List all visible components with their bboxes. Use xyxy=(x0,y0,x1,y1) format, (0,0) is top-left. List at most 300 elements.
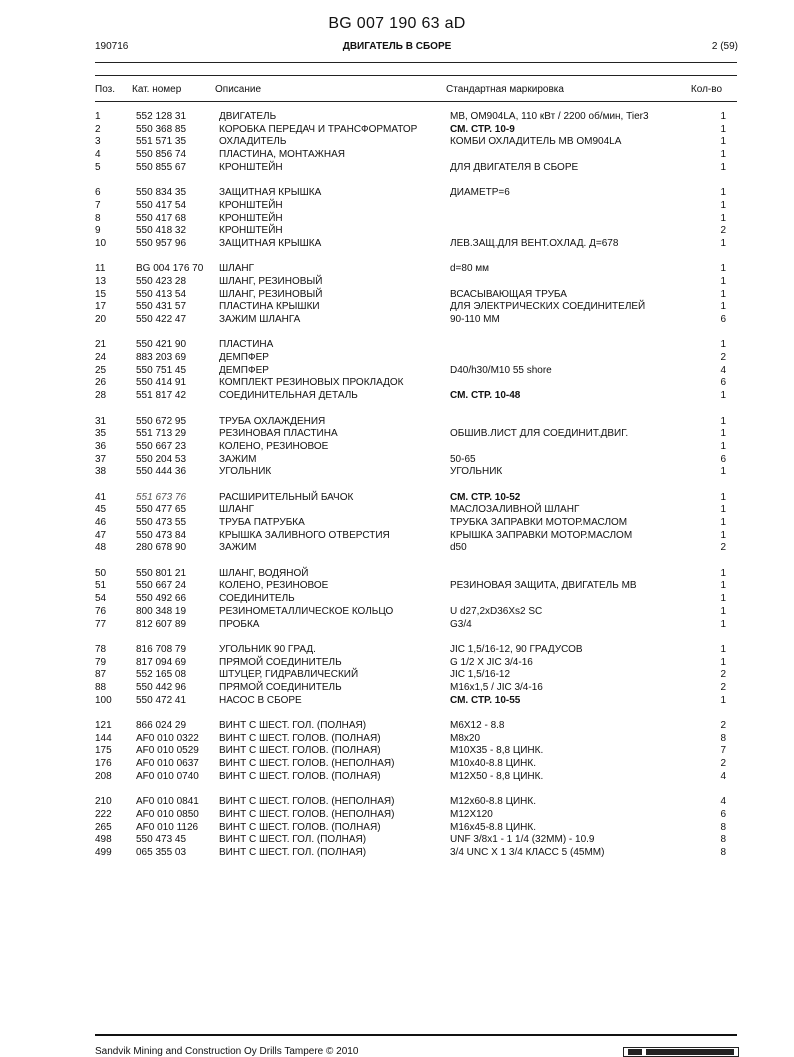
cell-description: ПРОБКА xyxy=(219,618,260,630)
cell-position: 9 xyxy=(95,225,101,237)
cell-description: ВИНТ С ШЕСТ. ГОЛ. (ПОЛНАЯ) xyxy=(219,720,367,731)
cell-position: 15 xyxy=(95,288,107,300)
table-row xyxy=(0,124,794,137)
cell-quantity: 4 xyxy=(720,770,726,782)
cell-quantity: 1 xyxy=(720,187,726,199)
cell-standard-marking: ОБШИВ.ЛИСТ ДЛЯ СОЕДИНИТ.ДВИГ. xyxy=(450,428,629,440)
cell-quantity: 1 xyxy=(720,466,726,478)
row-group xyxy=(0,644,794,707)
cell-quantity: 1 xyxy=(720,161,726,173)
cell-catalog-number: 550 473 84 xyxy=(136,529,187,541)
table-row xyxy=(0,619,794,632)
cell-catalog-number: 550 957 96 xyxy=(136,237,187,249)
cell-catalog-number: AF0 010 0322 xyxy=(136,732,199,744)
cell-catalog-number: 550 442 96 xyxy=(136,681,187,693)
cell-catalog-number: 866 024 29 xyxy=(136,720,187,731)
table-row xyxy=(0,276,794,289)
cell-catalog-number: 550 856 74 xyxy=(136,149,187,161)
cell-description: ДЕМПФЕР xyxy=(219,364,269,376)
cell-catalog-number: 550 672 95 xyxy=(136,415,187,427)
cell-catalog-number: AF0 010 1126 xyxy=(136,821,199,833)
cell-description: ВИНТ С ШЕСТ. ГОЛОВ. (НЕПОЛНАЯ) xyxy=(219,796,395,808)
col-header-pos: Поз. xyxy=(95,84,115,95)
cell-catalog-number: 550 368 85 xyxy=(136,123,187,135)
row-group xyxy=(0,416,794,479)
cell-catalog-number: 551 571 35 xyxy=(136,136,187,148)
cell-position: 10 xyxy=(95,237,107,249)
cell-standard-marking: ТРУБКА ЗАПРАВКИ МОТОР.МАСЛОМ xyxy=(450,517,628,528)
cell-quantity: 1 xyxy=(720,415,726,427)
cell-position: 24 xyxy=(95,352,107,364)
cell-quantity: 8 xyxy=(720,821,726,833)
cell-catalog-number: 552 165 08 xyxy=(136,669,187,681)
table-row xyxy=(0,644,794,657)
cell-position: 35 xyxy=(95,428,107,440)
cell-description: ШЛАНГ xyxy=(219,263,255,275)
cell-position: 47 xyxy=(95,529,107,541)
cell-quantity: 2 xyxy=(720,669,726,681)
cell-description: ШЛАНГ xyxy=(219,504,255,516)
cell-catalog-number: 550 855 67 xyxy=(136,161,187,173)
table-row xyxy=(0,162,794,175)
cell-description: КРОНШТЕЙН xyxy=(219,212,283,224)
cell-quantity: 1 xyxy=(720,567,726,579)
cell-quantity: 8 xyxy=(720,846,726,858)
table-row xyxy=(0,542,794,555)
cell-position: 5 xyxy=(95,161,101,173)
cell-position: 7 xyxy=(95,199,101,211)
table-row xyxy=(0,847,794,860)
cell-description: ПЛАСТИНА, МОНТАЖНАЯ xyxy=(219,149,345,161)
cell-position: 4 xyxy=(95,149,101,161)
cell-catalog-number: 817 094 69 xyxy=(136,656,187,668)
cell-catalog-number: 550 477 65 xyxy=(136,504,187,516)
cell-catalog-number: 550 418 32 xyxy=(136,225,187,237)
cell-position: 78 xyxy=(95,643,107,655)
cell-catalog-number: 551 817 42 xyxy=(136,390,187,402)
cell-description: ЗАЖИМ xyxy=(219,453,257,465)
table-row xyxy=(0,758,794,771)
cell-position: 144 xyxy=(95,732,112,744)
cell-catalog-number: 551 713 29 xyxy=(136,428,187,440)
header-rule xyxy=(95,62,737,63)
cell-quantity: 1 xyxy=(720,593,726,605)
cell-position: 176 xyxy=(95,758,112,770)
cell-quantity: 1 xyxy=(720,580,726,592)
cell-catalog-number: 800 348 19 xyxy=(136,605,187,617)
table-row xyxy=(0,466,794,479)
cell-catalog-number: 550 431 57 xyxy=(136,301,187,313)
cell-standard-marking: d=80 мм xyxy=(450,263,490,275)
cell-standard-marking: 90-110 ММ xyxy=(450,314,500,325)
cell-position: 121 xyxy=(95,720,112,731)
cell-quantity: 6 xyxy=(720,453,726,465)
cell-catalog-number: AF0 010 0529 xyxy=(136,745,199,757)
cell-description: КРОНШТЕЙН xyxy=(219,161,283,173)
cell-standard-marking: ДЛЯ ЭЛЕКТРИЧЕСКИХ СОЕДИНИТЕЛЕЙ xyxy=(450,301,646,313)
table-row xyxy=(0,834,794,847)
table-row xyxy=(0,289,794,302)
table-row xyxy=(0,365,794,378)
cell-position: 38 xyxy=(95,466,107,478)
cell-quantity: 1 xyxy=(720,504,726,516)
table-row xyxy=(0,111,794,124)
table-row xyxy=(0,492,794,505)
table-row xyxy=(0,225,794,238)
cell-description: КРОНШТЕЙН xyxy=(219,199,283,211)
cell-position: 37 xyxy=(95,453,107,465)
cell-standard-marking: M16x45-8.8 ЦИНК. xyxy=(450,821,536,833)
cell-position: 100 xyxy=(95,694,112,706)
cell-position: 87 xyxy=(95,669,107,681)
table-row xyxy=(0,822,794,835)
table-row xyxy=(0,339,794,352)
cell-standard-marking: СМ. СТР. 10-55 xyxy=(450,694,521,706)
cell-standard-marking: СМ. СТР. 10-52 xyxy=(450,491,521,503)
table-row xyxy=(0,517,794,530)
cell-standard-marking: G 1/2 X JIC 3/4-16 xyxy=(450,656,533,668)
table-row xyxy=(0,187,794,200)
cell-standard-marking: UNF 3/8x1 - 1 1/4 (32MM) - 10.9 xyxy=(450,834,595,846)
cell-position: 265 xyxy=(95,821,112,833)
cell-position: 31 xyxy=(95,415,107,427)
table-row xyxy=(0,428,794,441)
table-row xyxy=(0,809,794,822)
cell-description: РЕЗИНОМЕТАЛЛИЧЕСКОЕ КОЛЬЦО xyxy=(219,605,394,617)
cell-position: 222 xyxy=(95,808,112,820)
cell-quantity: 7 xyxy=(720,745,726,757)
cell-catalog-number: 883 203 69 xyxy=(136,352,187,364)
cell-quantity: 4 xyxy=(720,796,726,808)
table-row xyxy=(0,593,794,606)
cell-quantity: 2 xyxy=(720,681,726,693)
cell-position: 20 xyxy=(95,314,107,325)
cell-catalog-number: AF0 010 0850 xyxy=(136,808,199,820)
cell-description: НАСОС В СБОРЕ xyxy=(219,694,302,706)
cell-catalog-number: 550 421 90 xyxy=(136,339,187,351)
col-header-desc: Описание xyxy=(215,84,262,95)
cell-quantity: 6 xyxy=(720,314,726,325)
cell-standard-marking: G3/4 xyxy=(450,618,472,630)
table-row xyxy=(0,390,794,403)
cell-description: ВИНТ С ШЕСТ. ГОЛОВ. (ПОЛНАЯ) xyxy=(219,745,381,757)
cell-description: КРЫШКА ЗАЛИВНОГО ОТВЕРСТИЯ xyxy=(219,529,390,541)
table-row xyxy=(0,200,794,213)
cell-catalog-number: 550 413 54 xyxy=(136,288,187,300)
cell-catalog-number: 550 473 45 xyxy=(136,834,187,846)
cell-quantity: 1 xyxy=(720,643,726,655)
table-row xyxy=(0,416,794,429)
cell-description: ШЛАНГ, ВОДЯНОЙ xyxy=(219,567,309,579)
cell-catalog-number: AF0 010 0740 xyxy=(136,770,199,782)
table-row xyxy=(0,441,794,454)
footer-rule xyxy=(95,1034,737,1036)
cell-description: ПЛАСТИНА КРЫШКИ xyxy=(219,301,320,313)
cell-position: 45 xyxy=(95,504,107,516)
cell-position: 28 xyxy=(95,390,107,402)
cell-catalog-number: 550 492 66 xyxy=(136,593,187,605)
cell-position: 3 xyxy=(95,136,101,148)
cell-description: КРОНШТЕЙН xyxy=(219,225,283,237)
header-doc-number: 190716 xyxy=(95,41,129,52)
cell-description: ВИНТ С ШЕСТ. ГОЛОВ. (ПОЛНАЯ) xyxy=(219,732,381,744)
header-page-number: 2 (59) xyxy=(711,41,738,52)
cell-description: ПЛАСТИНА xyxy=(219,339,274,351)
cell-quantity: 1 xyxy=(720,111,726,122)
cell-description: КОРОБКА ПЕРЕДАЧ И ТРАНСФОРМАТОР xyxy=(219,123,418,135)
cell-description: ТРУБА ПАТРУБКА xyxy=(219,517,305,528)
cell-description: ВИНТ С ШЕСТ. ГОЛ. (ПОЛНАЯ) xyxy=(219,834,367,846)
row-group xyxy=(0,720,794,783)
cell-position: 76 xyxy=(95,605,107,617)
cell-quantity: 1 xyxy=(720,136,726,148)
cell-catalog-number: 550 834 35 xyxy=(136,187,187,199)
cell-quantity: 1 xyxy=(720,694,726,706)
cell-description: ДЕМПФЕР xyxy=(219,352,269,364)
cell-description: СОЕДИНИТЕЛЬНАЯ ДЕТАЛЬ xyxy=(219,390,358,402)
cell-standard-marking: СМ. СТР. 10-48 xyxy=(450,390,521,402)
cell-catalog-number: 550 473 55 xyxy=(136,517,187,528)
table-row xyxy=(0,314,794,327)
cell-catalog-number: 280 678 90 xyxy=(136,542,187,554)
row-group xyxy=(0,111,794,174)
cell-description: ЗАЖИМ ШЛАНГА xyxy=(219,314,301,325)
cell-description: ШТУЦЕР, ГИДРАВЛИЧЕСКИЙ xyxy=(219,669,359,681)
cell-catalog-number: 812 607 89 xyxy=(136,618,187,630)
cell-position: 50 xyxy=(95,567,107,579)
parts-table xyxy=(0,111,794,872)
table-row xyxy=(0,580,794,593)
cell-standard-marking: M12x60-8.8 ЦИНК. xyxy=(450,796,536,808)
cell-quantity: 1 xyxy=(720,656,726,668)
col-header-qty: Кол-во xyxy=(690,84,722,95)
cell-quantity: 1 xyxy=(720,491,726,503)
cell-description: ВИНТ С ШЕСТ. ГОЛОВ. (ПОЛНАЯ) xyxy=(219,770,381,782)
cell-description: ВИНТ С ШЕСТ. ГОЛОВ. (НЕПОЛНАЯ) xyxy=(219,758,395,770)
column-rule-top xyxy=(95,75,737,76)
cell-position: 175 xyxy=(95,745,112,757)
table-row xyxy=(0,568,794,581)
cell-standard-marking: U d27,2xD36Xs2 SC xyxy=(450,605,543,617)
cell-position: 17 xyxy=(95,301,107,313)
table-row xyxy=(0,606,794,619)
cell-position: 1 xyxy=(95,111,101,122)
cell-standard-marking: M16x1,5 / JIC 3/4-16 xyxy=(450,681,543,693)
cell-description: ПРЯМОЙ СОЕДИНИТЕЛЬ xyxy=(219,681,342,693)
cell-quantity: 1 xyxy=(720,301,726,313)
cell-catalog-number: BG 004 176 70 xyxy=(136,263,204,275)
cell-description: СОЕДИНИТЕЛЬ xyxy=(219,593,295,605)
cell-description: РЕЗИНОВАЯ ПЛАСТИНА xyxy=(219,428,338,440)
cell-description: ВИНТ С ШЕСТ. ГОЛОВ. (НЕПОЛНАЯ) xyxy=(219,808,395,820)
cell-description: ВИНТ С ШЕСТ. ГОЛОВ. (ПОЛНАЯ) xyxy=(219,821,381,833)
cell-quantity: 1 xyxy=(720,390,726,402)
cell-standard-marking: 3/4 UNC X 1 3/4 КЛАСС 5 (45MM) xyxy=(450,846,605,858)
cell-quantity: 1 xyxy=(720,339,726,351)
table-row xyxy=(0,771,794,784)
cell-description: УГОЛЬНИК xyxy=(219,466,272,478)
cell-standard-marking: РЕЗИНОВАЯ ЗАЩИТА, ДВИГАТЕЛЬ MB xyxy=(450,580,637,592)
cell-description: ЗАЖИМ xyxy=(219,542,257,554)
cell-description: КОЛЕНО, РЕЗИНОВОЕ xyxy=(219,440,329,452)
table-row xyxy=(0,657,794,670)
cell-position: 2 xyxy=(95,123,101,135)
cell-quantity: 1 xyxy=(720,237,726,249)
cell-position: 11 xyxy=(95,263,106,275)
table-row xyxy=(0,149,794,162)
col-header-mark: Стандартная маркировка xyxy=(446,84,564,95)
table-row xyxy=(0,454,794,467)
cell-position: 13 xyxy=(95,275,107,287)
cell-description: ЗАЩИТНАЯ КРЫШКА xyxy=(219,237,322,249)
table-row xyxy=(0,263,794,276)
cell-quantity: 1 xyxy=(720,123,726,135)
cell-position: 54 xyxy=(95,593,107,605)
cell-catalog-number: 550 667 24 xyxy=(136,580,187,592)
cell-quantity: 2 xyxy=(720,542,726,554)
table-row xyxy=(0,682,794,695)
cell-position: 36 xyxy=(95,440,107,452)
row-group xyxy=(0,568,794,631)
cell-quantity: 1 xyxy=(720,428,726,440)
cell-description: КОЛЕНО, РЕЗИНОВОЕ xyxy=(219,580,329,592)
cell-catalog-number: 550 444 36 xyxy=(136,466,187,478)
cell-standard-marking: M10X35 - 8,8 ЦИНК. xyxy=(450,745,544,757)
cell-quantity: 1 xyxy=(720,199,726,211)
table-row xyxy=(0,504,794,517)
cell-standard-marking: M12X50 - 8,8 ЦИНК. xyxy=(450,770,544,782)
table-row xyxy=(0,352,794,365)
cell-position: 88 xyxy=(95,681,107,693)
table-row xyxy=(0,745,794,758)
cell-catalog-number: AF0 010 0841 xyxy=(136,796,199,808)
cell-catalog-number: 550 422 47 xyxy=(136,314,187,325)
cell-standard-marking: M8x20 xyxy=(450,732,481,744)
cell-position: 208 xyxy=(95,770,112,782)
cell-position: 79 xyxy=(95,656,107,668)
cell-position: 77 xyxy=(95,618,107,630)
cell-standard-marking: УГОЛЬНИК xyxy=(450,466,503,478)
header-section-title: ДВИГАТЕЛЬ В СБОРЕ xyxy=(342,41,452,52)
cell-quantity: 2 xyxy=(720,225,726,237)
cell-standard-marking: КРЫШКА ЗАПРАВКИ МОТОР.МАСЛОМ xyxy=(450,529,633,541)
cell-quantity: 1 xyxy=(720,275,726,287)
cell-position: 499 xyxy=(95,846,112,858)
table-row xyxy=(0,720,794,733)
cell-standard-marking: d50 xyxy=(450,542,467,554)
cell-description: УГОЛЬНИК 90 ГРАД. xyxy=(219,643,316,655)
cell-catalog-number: 550 472 41 xyxy=(136,694,187,706)
cell-description: ПРЯМОЙ СОЕДИНИТЕЛЬ xyxy=(219,656,342,668)
cell-quantity: 1 xyxy=(720,529,726,541)
cell-catalog-number: 550 414 91 xyxy=(136,377,187,389)
cell-standard-marking: МАСЛОЗАЛИВНОЙ ШЛАНГ xyxy=(450,504,580,516)
cell-quantity: 1 xyxy=(720,212,726,224)
table-row xyxy=(0,796,794,809)
row-group xyxy=(0,263,794,326)
cell-position: 51 xyxy=(95,580,107,592)
table-row xyxy=(0,238,794,251)
table-row xyxy=(0,301,794,314)
cell-position: 21 xyxy=(95,339,107,351)
cell-catalog-number: 816 708 79 xyxy=(136,643,187,655)
cell-quantity: 1 xyxy=(720,263,726,275)
cell-catalog-number: 550 423 28 xyxy=(136,275,187,287)
cell-catalog-number: 550 801 21 xyxy=(136,567,187,579)
cell-description: ДВИГАТЕЛЬ xyxy=(219,111,277,122)
cell-position: 6 xyxy=(95,187,101,199)
cell-description: ШЛАНГ, РЕЗИНОВЫЙ xyxy=(219,288,323,300)
cell-quantity: 8 xyxy=(720,834,726,846)
cell-description: ТРУБА ОХЛАЖДЕНИЯ xyxy=(219,415,326,427)
cell-quantity: 4 xyxy=(720,364,726,376)
cell-standard-marking: КОМБИ ОХЛАДИТЕЛЬ MB OM904LA xyxy=(450,136,622,148)
footer-copyright: Sandvik Mining and Construction Oy Drills Tampere © 2010 xyxy=(95,1046,359,1057)
table-row xyxy=(0,213,794,226)
cell-standard-marking: ЛЕВ.ЗАЩ.ДЛЯ ВЕНТ.ОХЛАД. Д=678 xyxy=(450,237,619,249)
cell-position: 41 xyxy=(95,491,107,503)
cell-catalog-number: 550 751 45 xyxy=(136,364,187,376)
cell-catalog-number: 550 417 54 xyxy=(136,199,187,211)
cell-position: 46 xyxy=(95,517,107,528)
table-row xyxy=(0,669,794,682)
column-rule-bottom xyxy=(95,101,737,102)
table-row xyxy=(0,136,794,149)
table-row xyxy=(0,377,794,390)
document-code: BG 007 190 63 aD xyxy=(328,15,466,32)
cell-quantity: 1 xyxy=(720,517,726,528)
cell-quantity: 1 xyxy=(720,618,726,630)
cell-standard-marking: M10x40-8.8 ЦИНК. xyxy=(450,758,536,770)
cell-standard-marking: ДЛЯ ДВИГАТЕЛЯ В СБОРЕ xyxy=(450,161,579,173)
cell-quantity: 1 xyxy=(720,149,726,161)
cell-catalog-number: 550 417 68 xyxy=(136,212,187,224)
cell-quantity: 8 xyxy=(720,732,726,744)
cell-position: 26 xyxy=(95,377,107,389)
sandvik-logo xyxy=(623,1047,739,1057)
table-row xyxy=(0,695,794,708)
cell-standard-marking: ДИАМЕТР=6 xyxy=(450,187,510,199)
cell-quantity: 2 xyxy=(720,720,726,731)
table-row xyxy=(0,733,794,746)
cell-position: 25 xyxy=(95,364,107,376)
cell-description: ШЛАНГ, РЕЗИНОВЫЙ xyxy=(219,275,323,287)
cell-catalog-number: 550 667 23 xyxy=(136,440,187,452)
cell-standard-marking: M12X120 xyxy=(450,808,493,820)
cell-position: 48 xyxy=(95,542,107,554)
cell-description: РАСШИРИТЕЛЬНЫЙ БАЧОК xyxy=(219,491,354,503)
cell-quantity: 1 xyxy=(720,440,726,452)
cell-description: ЗАЩИТНАЯ КРЫШКА xyxy=(219,187,322,199)
cell-catalog-number: 065 355 03 xyxy=(136,846,187,858)
cell-standard-marking: ВСАСЫВАЮЩАЯ ТРУБА xyxy=(450,288,567,300)
row-group xyxy=(0,796,794,859)
cell-description: КОМПЛЕКТ РЕЗИНОВЫХ ПРОКЛАДОК xyxy=(219,377,404,389)
cell-quantity: 6 xyxy=(720,808,726,820)
row-group xyxy=(0,492,794,555)
cell-catalog-number: 552 128 31 xyxy=(136,111,187,122)
cell-position: 498 xyxy=(95,834,112,846)
cell-standard-marking: M6X12 - 8.8 xyxy=(450,720,505,731)
row-group xyxy=(0,339,794,402)
cell-standard-marking: СМ. СТР. 10-9 xyxy=(450,123,515,135)
cell-standard-marking: JIC 1,5/16-12 xyxy=(450,669,511,681)
cell-description: ОХЛАДИТЕЛЬ xyxy=(219,136,287,148)
cell-catalog-number: 551 673 76 xyxy=(136,491,187,503)
cell-quantity: 2 xyxy=(720,352,726,364)
cell-standard-marking: D40/h30/M10 55 shore xyxy=(450,364,552,376)
cell-catalog-number: AF0 010 0637 xyxy=(136,758,199,770)
